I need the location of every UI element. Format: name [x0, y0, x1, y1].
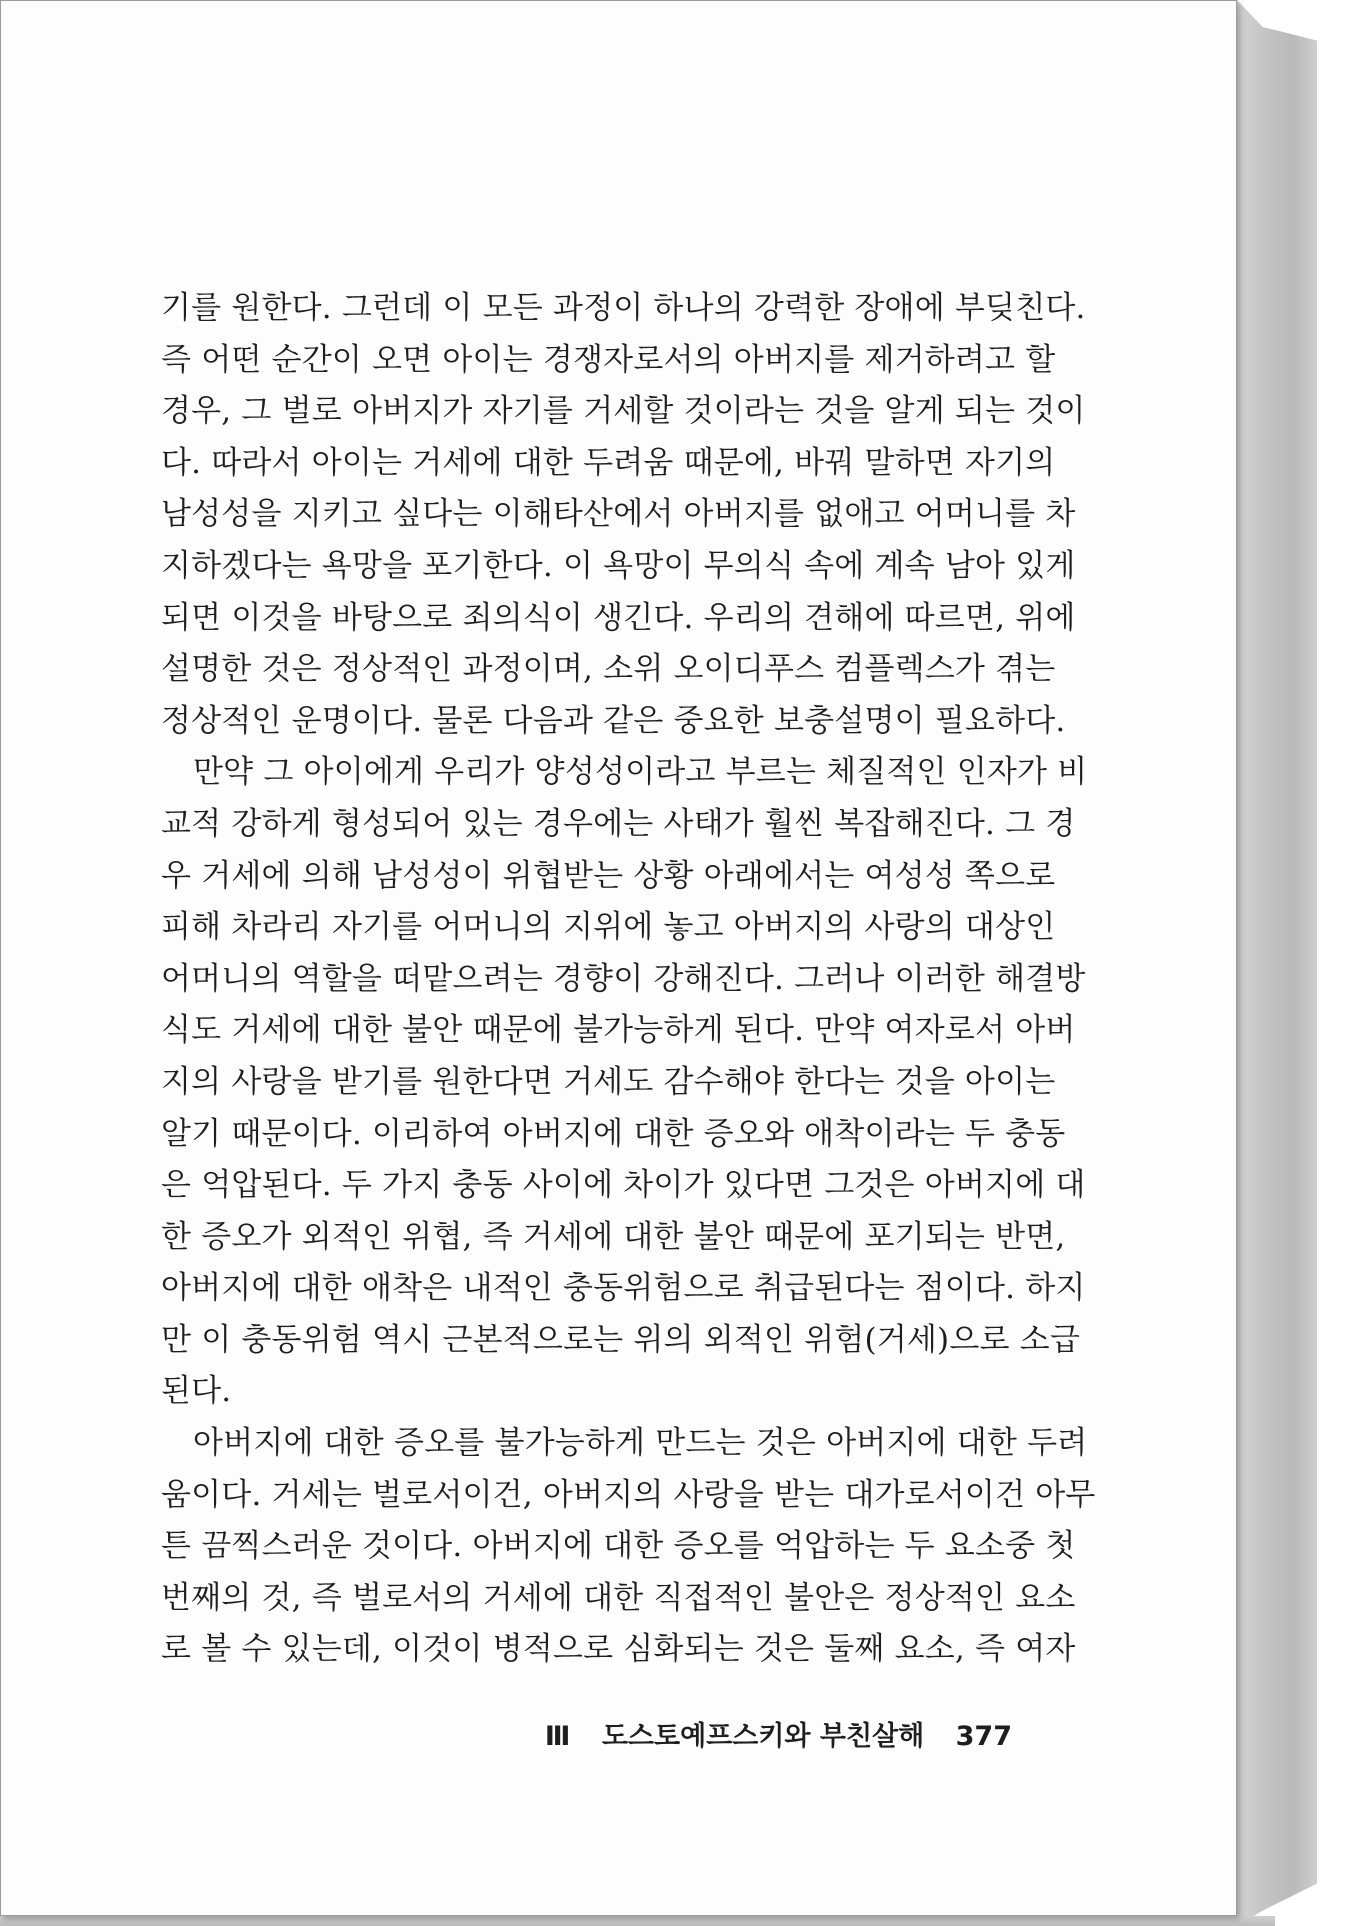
text-line: 어머니의 역할을 떠맡으려는 경향이 강해진다. 그러나 이러한 해결방 — [161, 960, 1086, 997]
text-line: 만약 그 아이에게 우리가 양성성이라고 부르는 체질적인 인자가 비 — [193, 754, 1088, 791]
text-line: 움이다. 거세는 벌로서이건, 아버지의 사랑을 받는 대가로서이건 아무 — [161, 1476, 1096, 1513]
text-line: 교적 강하게 형성되어 있는 경우에는 사태가 훨씬 복잡해진다. 그 경 — [161, 805, 1076, 842]
text-line: 아버지에 대한 증오를 불가능하게 만드는 것은 아버지에 대한 두려 — [193, 1425, 1088, 1462]
text-line: 번째의 것, 즉 벌로서의 거세에 대한 직접적인 불안은 정상적인 요소 — [161, 1579, 1076, 1616]
text-line: 식도 거세에 대한 불안 때문에 불가능하게 된다. 만약 여자로서 아버 — [161, 1012, 1076, 1049]
text-line: 다. 따라서 아이는 거세에 대한 두려움 때문에, 바꿔 말하면 자기의 — [161, 444, 1056, 481]
footer-chapter-title: 도스토예프스키와 부친살해 — [601, 1721, 925, 1752]
text-line: 한 증오가 외적인 위협, 즉 거세에 대한 불안 때문에 포기되는 반면, — [161, 1218, 1066, 1255]
text-line: 튼 끔찍스러운 것이다. 아버지에 대한 증오를 억압하는 두 요소중 첫 — [161, 1528, 1076, 1565]
text-line: 기를 원한다. 그런데 이 모든 과정이 하나의 강력한 장애에 부딪친다. — [161, 290, 1086, 326]
text-line: 설명한 것은 정상적인 과정이며, 소위 오이디푸스 컴플렉스가 겪는 — [161, 651, 1056, 688]
text-line: 정상적인 운명이다. 물론 다음과 같은 중요한 보충설명이 필요하다. — [161, 702, 1066, 739]
book-spine — [1237, 0, 1317, 1926]
text-line: 남성성을 지키고 싶다는 이해타산에서 아버지를 없애고 어머니를 차 — [161, 496, 1076, 533]
text-line: 로 볼 수 있는데, 이것이 병적으로 심화되는 것은 둘째 요소, 즉 여자 — [161, 1631, 1076, 1668]
text-line: 지하겠다는 욕망을 포기한다. 이 욕망이 무의식 속에 계속 남아 있게 — [161, 547, 1076, 584]
footer-part-number: Ⅲ — [544, 1721, 571, 1752]
text-line: 즉 어떤 순간이 오면 아이는 경쟁자로서의 아버지를 제거하려고 할 — [161, 341, 1056, 378]
text-line: 만 이 충동위험 역시 근본적으로는 위의 외적인 위험(거세)으로 소급 — [161, 1321, 1080, 1358]
book-bottom-edge — [0, 1916, 1275, 1926]
body-text — [161, 283, 1096, 1676]
text-line: 경우, 그 벌로 아버지가 자기를 거세할 것이라는 것을 알게 되는 것이 — [161, 393, 1086, 430]
page-number: 377 — [955, 1721, 1012, 1752]
text-line: 아버지에 대한 애착은 내적인 충동위험으로 취급된다는 점이다. 하지 — [161, 1270, 1086, 1307]
text-line: 알기 때문이다. 이리하여 아버지에 대한 증오와 애착이라는 두 충동 — [161, 1115, 1066, 1152]
text-line: 지의 사랑을 받기를 원한다면 거세도 감수해야 한다는 것을 아이는 — [161, 1063, 1056, 1100]
text-line: 우 거세에 의해 남성성이 위협받는 상황 아래에서는 여성성 쪽으로 — [161, 857, 1056, 894]
text-line: 은 억압된다. 두 가지 충동 사이에 차이가 있다면 그것은 아버지에 대 — [161, 1167, 1086, 1204]
text-line: 되면 이것을 바탕으로 죄의식이 생긴다. 우리의 견해에 따르면, 위에 — [161, 599, 1076, 636]
page-footer — [545, 1714, 1012, 1753]
text-line: 된다. — [161, 1373, 232, 1410]
text-line: 피해 차라리 자기를 어머니의 지위에 놓고 아버지의 사랑의 대상인 — [161, 909, 1056, 946]
